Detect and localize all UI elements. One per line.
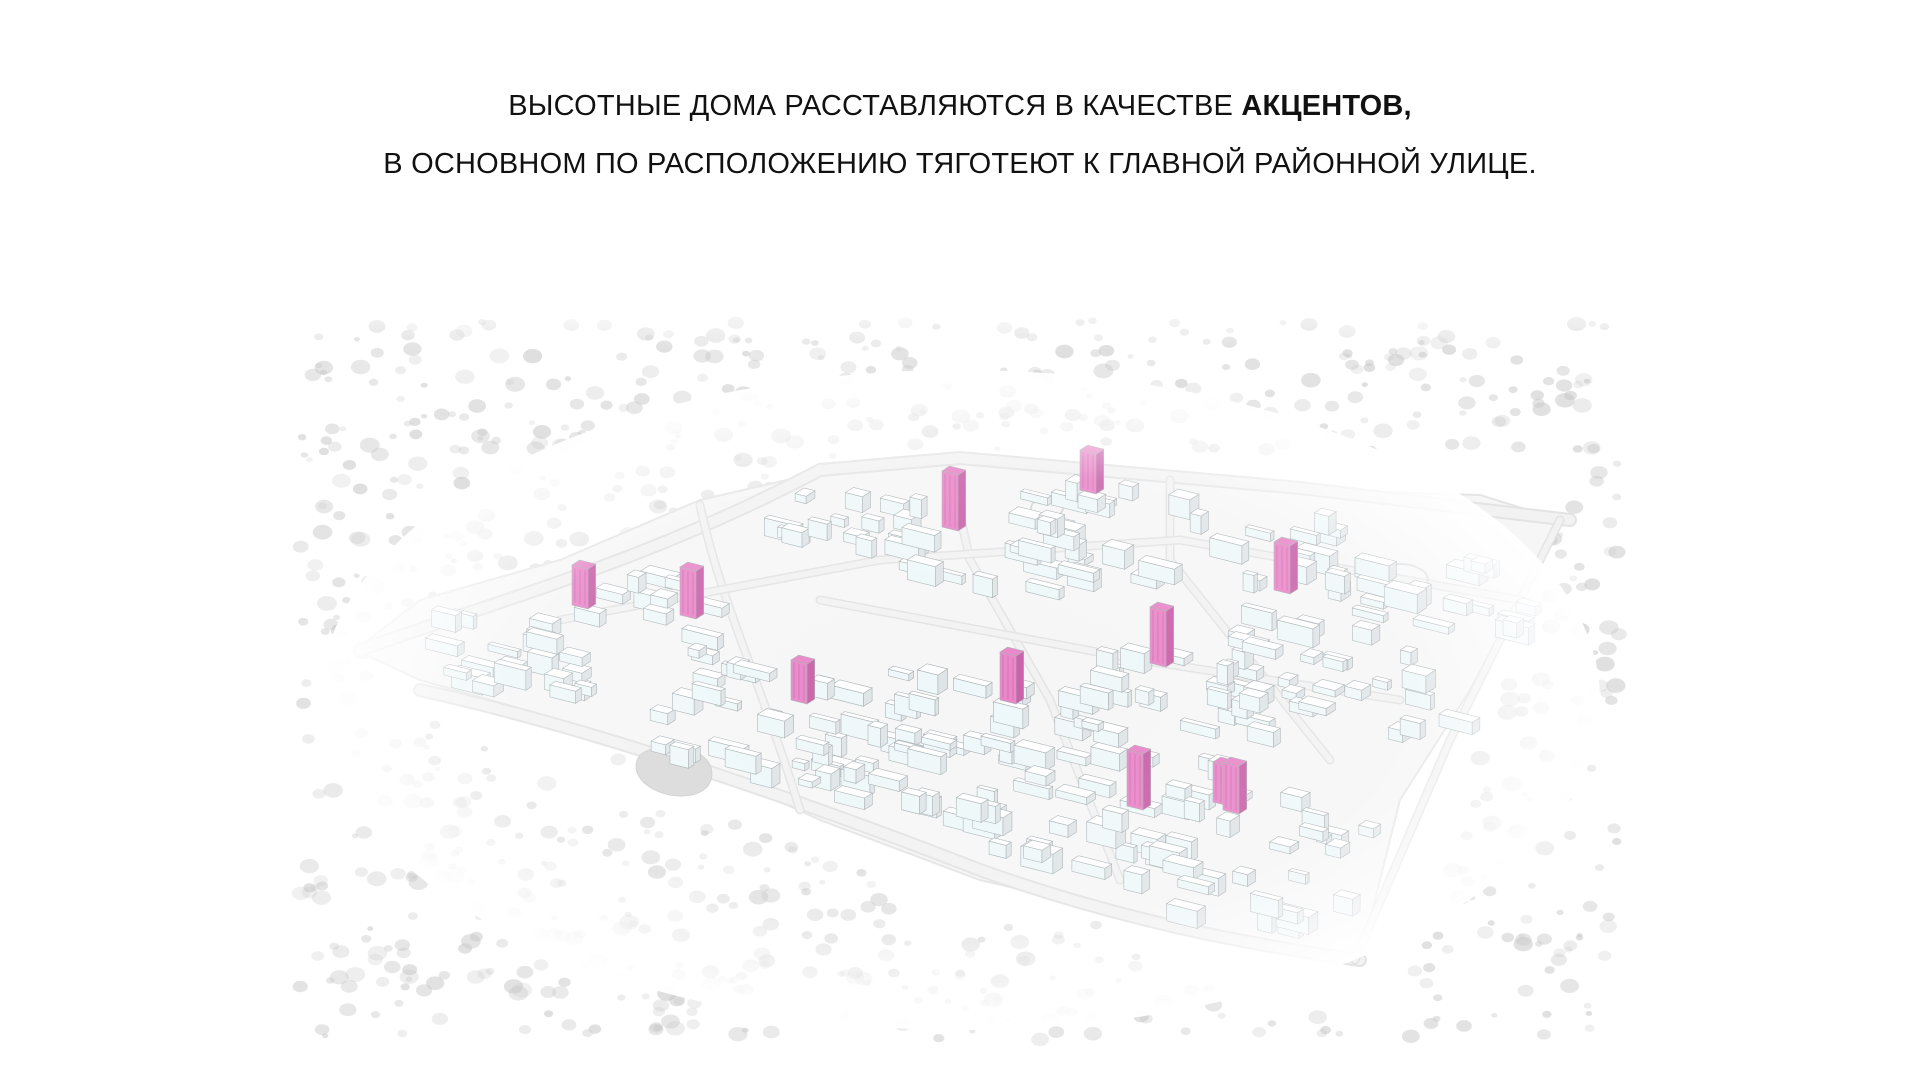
slide-heading-line-2: В ОСНОВНОМ ПО РАСПОЛОЖЕНИЮ ТЯГОТЕЮТ К ГЛАВНОЙ РАЙОННОЙ УЛИЦЕ. [383, 148, 1537, 180]
heading-text: ВЫСОТНЫЕ ДОМА РАССТАВЛЯЮТСЯ В КАЧЕСТВЕ [508, 90, 1242, 122]
heading-emphasis: АКЦЕНТОВ, [1241, 90, 1412, 122]
